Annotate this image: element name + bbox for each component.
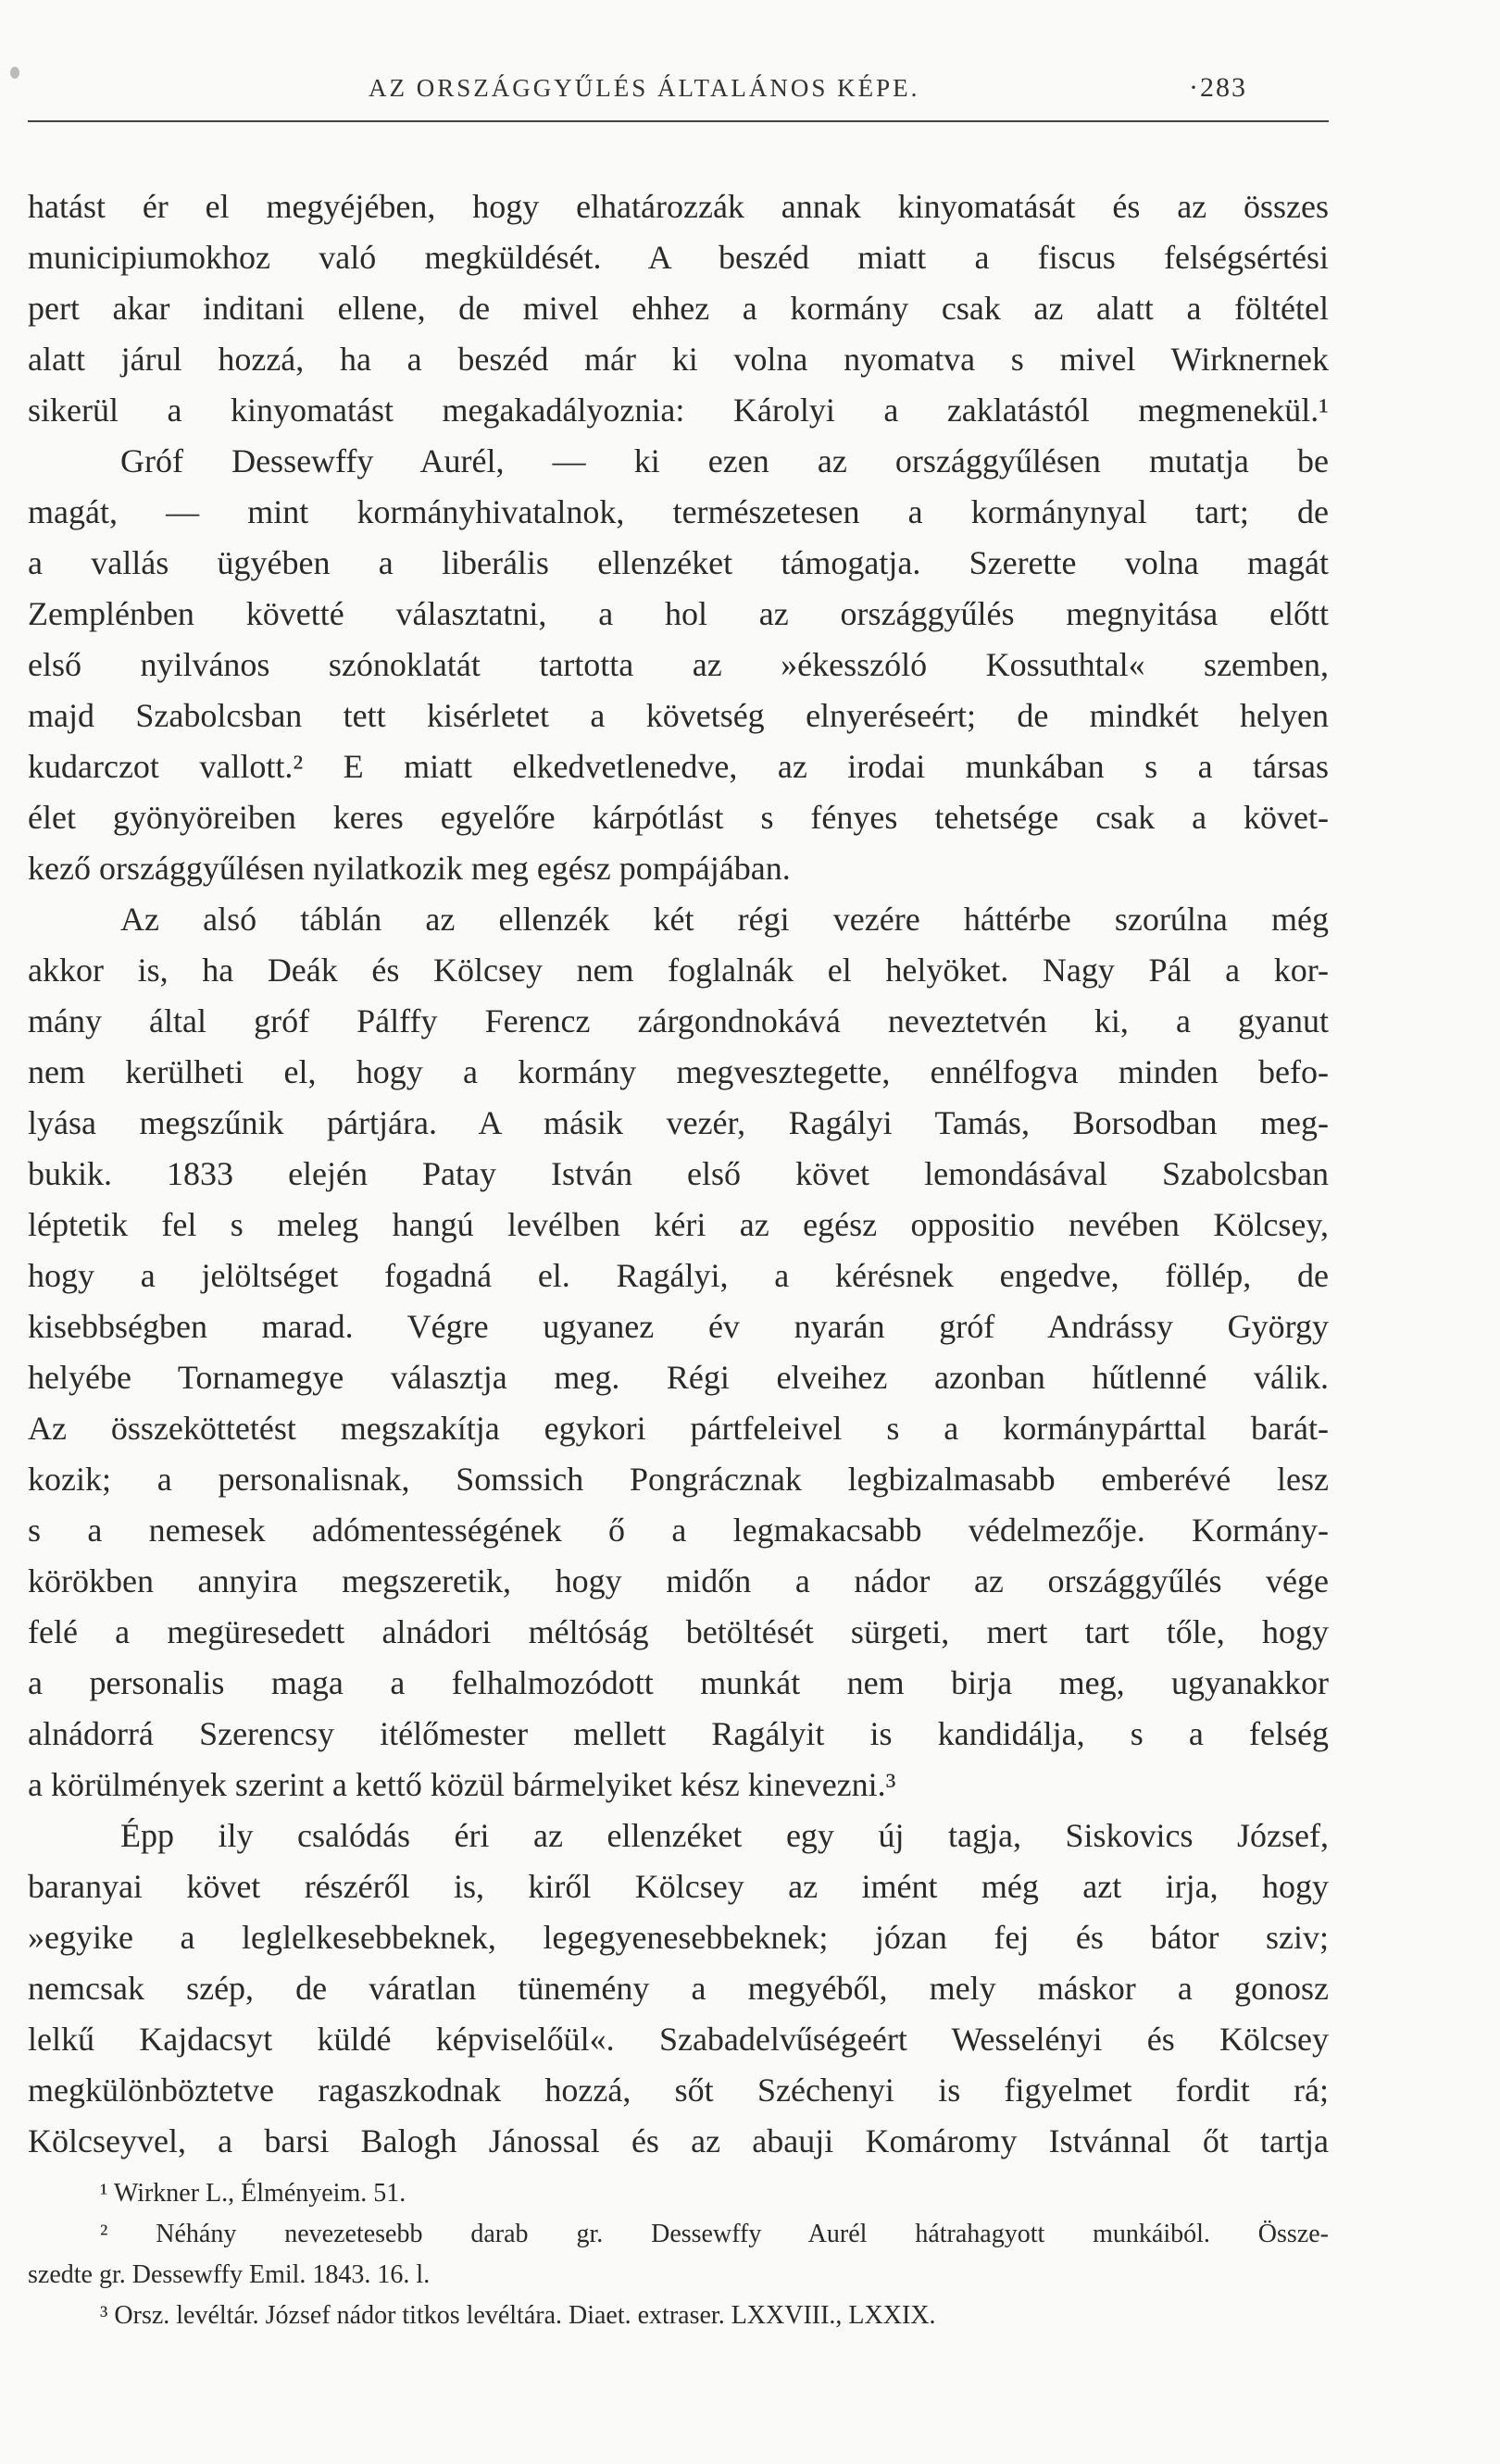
text-line: »egyike a leglelkesebbeknek, legegyenesebbeknek; józan fej és bátor sziv; [28,1919,1329,1956]
text-line: nem kerülheti el, hogy a kormány megvesztegette, ennélfogva minden befo- [28,1053,1329,1090]
text-line: Kölcseyvel, a barsi Balogh Jánossal és az abauji Komáromy Istvánnal őt tartja [28,2122,1329,2159]
text-line: felé a megüresedett alnádori méltóság betöltését sürgeti, mert tart tőle, hogy [28,1613,1329,1650]
text-line: alatt járul hozzá, ha a beszéd már ki volna nyomatva s mivel Wirknernek [28,341,1329,378]
text-line: alnádorrá Szerencsy itélőmester mellett Ragályit is kandidálja, s a felség [28,1715,1329,1752]
text-line: baranyai követ részéről is, kiről Kölcsey az imént még azt irja, hogy [28,1868,1329,1905]
footnotes [28,2173,1329,2336]
text-line: kudarczot vallott.² E miatt elkedvetlenedve, az irodai munkában s a társas [28,748,1329,785]
text-line: pert akar inditani ellene, de mivel ehhez a kormány csak az alatt a föltétel [28,290,1329,327]
margin-mark [10,67,19,79]
page-number: ·283 [1189,72,1247,103]
text-line: Gróf Dessewffy Aurél, — ki ezen az országgyűlésen mutatja be [120,442,1329,479]
text-line: s a nemesek adómentességének ő a legmakacsabb védelmezője. Kormány- [28,1512,1329,1549]
text-line: Az alsó táblán az ellenzék két régi vezére háttérbe szorúlna még [120,901,1329,938]
text-line: hatást ér el megyéjében, hogy elhatározzák annak kinyomatását és az összes [28,188,1329,225]
running-head: AZ ORSZÁGGYŰLÉS ÁLTALÁNOS KÉPE. [369,74,920,102]
text-line: első nyilvános szónoklatát tartotta az »ékesszóló Kossuthtal« szemben, [28,646,1329,683]
text-line: körökben annyira megszeretik, hogy midőn a nádor az országgyűlés vége [28,1562,1329,1599]
text-line: municipiumokhoz való megküldését. A beszéd miatt a fiscus felségsértési [28,239,1329,276]
text-line: sikerül a kinyomatást megakadályoznia: Károlyi a zaklatástól megmenekül.¹ [28,392,1329,429]
text-line: Zemplénben követté választatni, a hol az országgyűlés megnyitása előtt [28,595,1329,632]
text-line: a vallás ügyében a liberális ellenzéket támogatja. Szerette volna magát [28,544,1329,581]
header-rule [28,120,1329,122]
text-line: akkor is, ha Deák és Kölcsey nem foglalnák el helyöket. Nagy Pál a kor- [28,952,1329,989]
footnote-continuation: szedte gr. Dessewffy Emil. 1843. 16. l. [28,2260,431,2289]
text-line: kozik; a personalisnak, Somssich Pongrácznak legbizalmasabb emberévé lesz [28,1461,1329,1498]
text-line: magát, — mint kormányhivatalnok, természetesen a kormánynyal tart; de [28,493,1329,530]
text-line: megkülönböztetve ragaszkodnak hozzá, sőt Széchenyi is figyelmet fordit rá; [28,2072,1329,2109]
body-text [28,181,1329,2167]
text-line: helyébe Tornamegye választja meg. Régi elveihez azonban hűtlenné válik. [28,1359,1329,1396]
footnote: ² Néhány nevezetesebb darab gr. Dessewffy Aurél hátrahagyott munkáiból. Össze- [100,2220,1329,2248]
page-header [28,74,1324,111]
text-line: Épp ily csalódás éri az ellenzéket egy új tagja, Siskovics József, [120,1817,1329,1854]
footnote: ³ Orsz. levéltár. József nádor titkos levéltára. Diaet. extraser. LXXVIII., LXXIX. [100,2301,936,2330]
text-line: kisebbségben marad. Végre ugyanez év nyarán gróf Andrássy György [28,1308,1329,1345]
text-line: a körülmények szerint a kettő közül bármelyiket kész kinevezni.³ [28,1766,896,1803]
text-line: Az összeköttetést megszakítja egykori pártfeleivel s a kormánypárttal barát- [28,1410,1329,1447]
text-line: bukik. 1833 elején Patay István első követ lemondásával Szabolcsban [28,1155,1329,1192]
text-line: lyása megszűnik pártjára. A másik vezér, Ragályi Tamás, Borsodban meg- [28,1104,1329,1141]
text-line: élet gyönyöreiben keres egyelőre kárpótlást s fényes tehetsége csak a követ- [28,799,1329,836]
text-line: léptetik fel s meleg hangú levélben kéri az egész oppositio nevében Kölcsey, [28,1206,1329,1243]
text-line: nemcsak szép, de váratlan tünemény a megyéből, mely máskor a gonosz [28,1970,1329,2007]
text-line: majd Szabolcsban tett kisérletet a követség elnyeréseért; de mindkét helyen [28,697,1329,734]
text-line: lelkű Kajdacsyt küldé képviselőül«. Szabadelvűségeért Wesselényi és Kölcsey [28,2021,1329,2058]
footnote: ¹ Wirkner L., Élményeim. 51. [100,2179,406,2208]
text-line: kező országgyűlésen nyilatkozik meg egész pompájában. [28,850,791,887]
text-line: mány által gróf Pálffy Ferencz zárgondnokává neveztetvén ki, a gyanut [28,1002,1329,1039]
text-line: hogy a jelöltséget fogadná el. Ragályi, a kérésnek engedve, föllép, de [28,1257,1329,1294]
text-line: a personalis maga a felhalmozódott munkát nem birja meg, ugyanakkor [28,1664,1329,1701]
